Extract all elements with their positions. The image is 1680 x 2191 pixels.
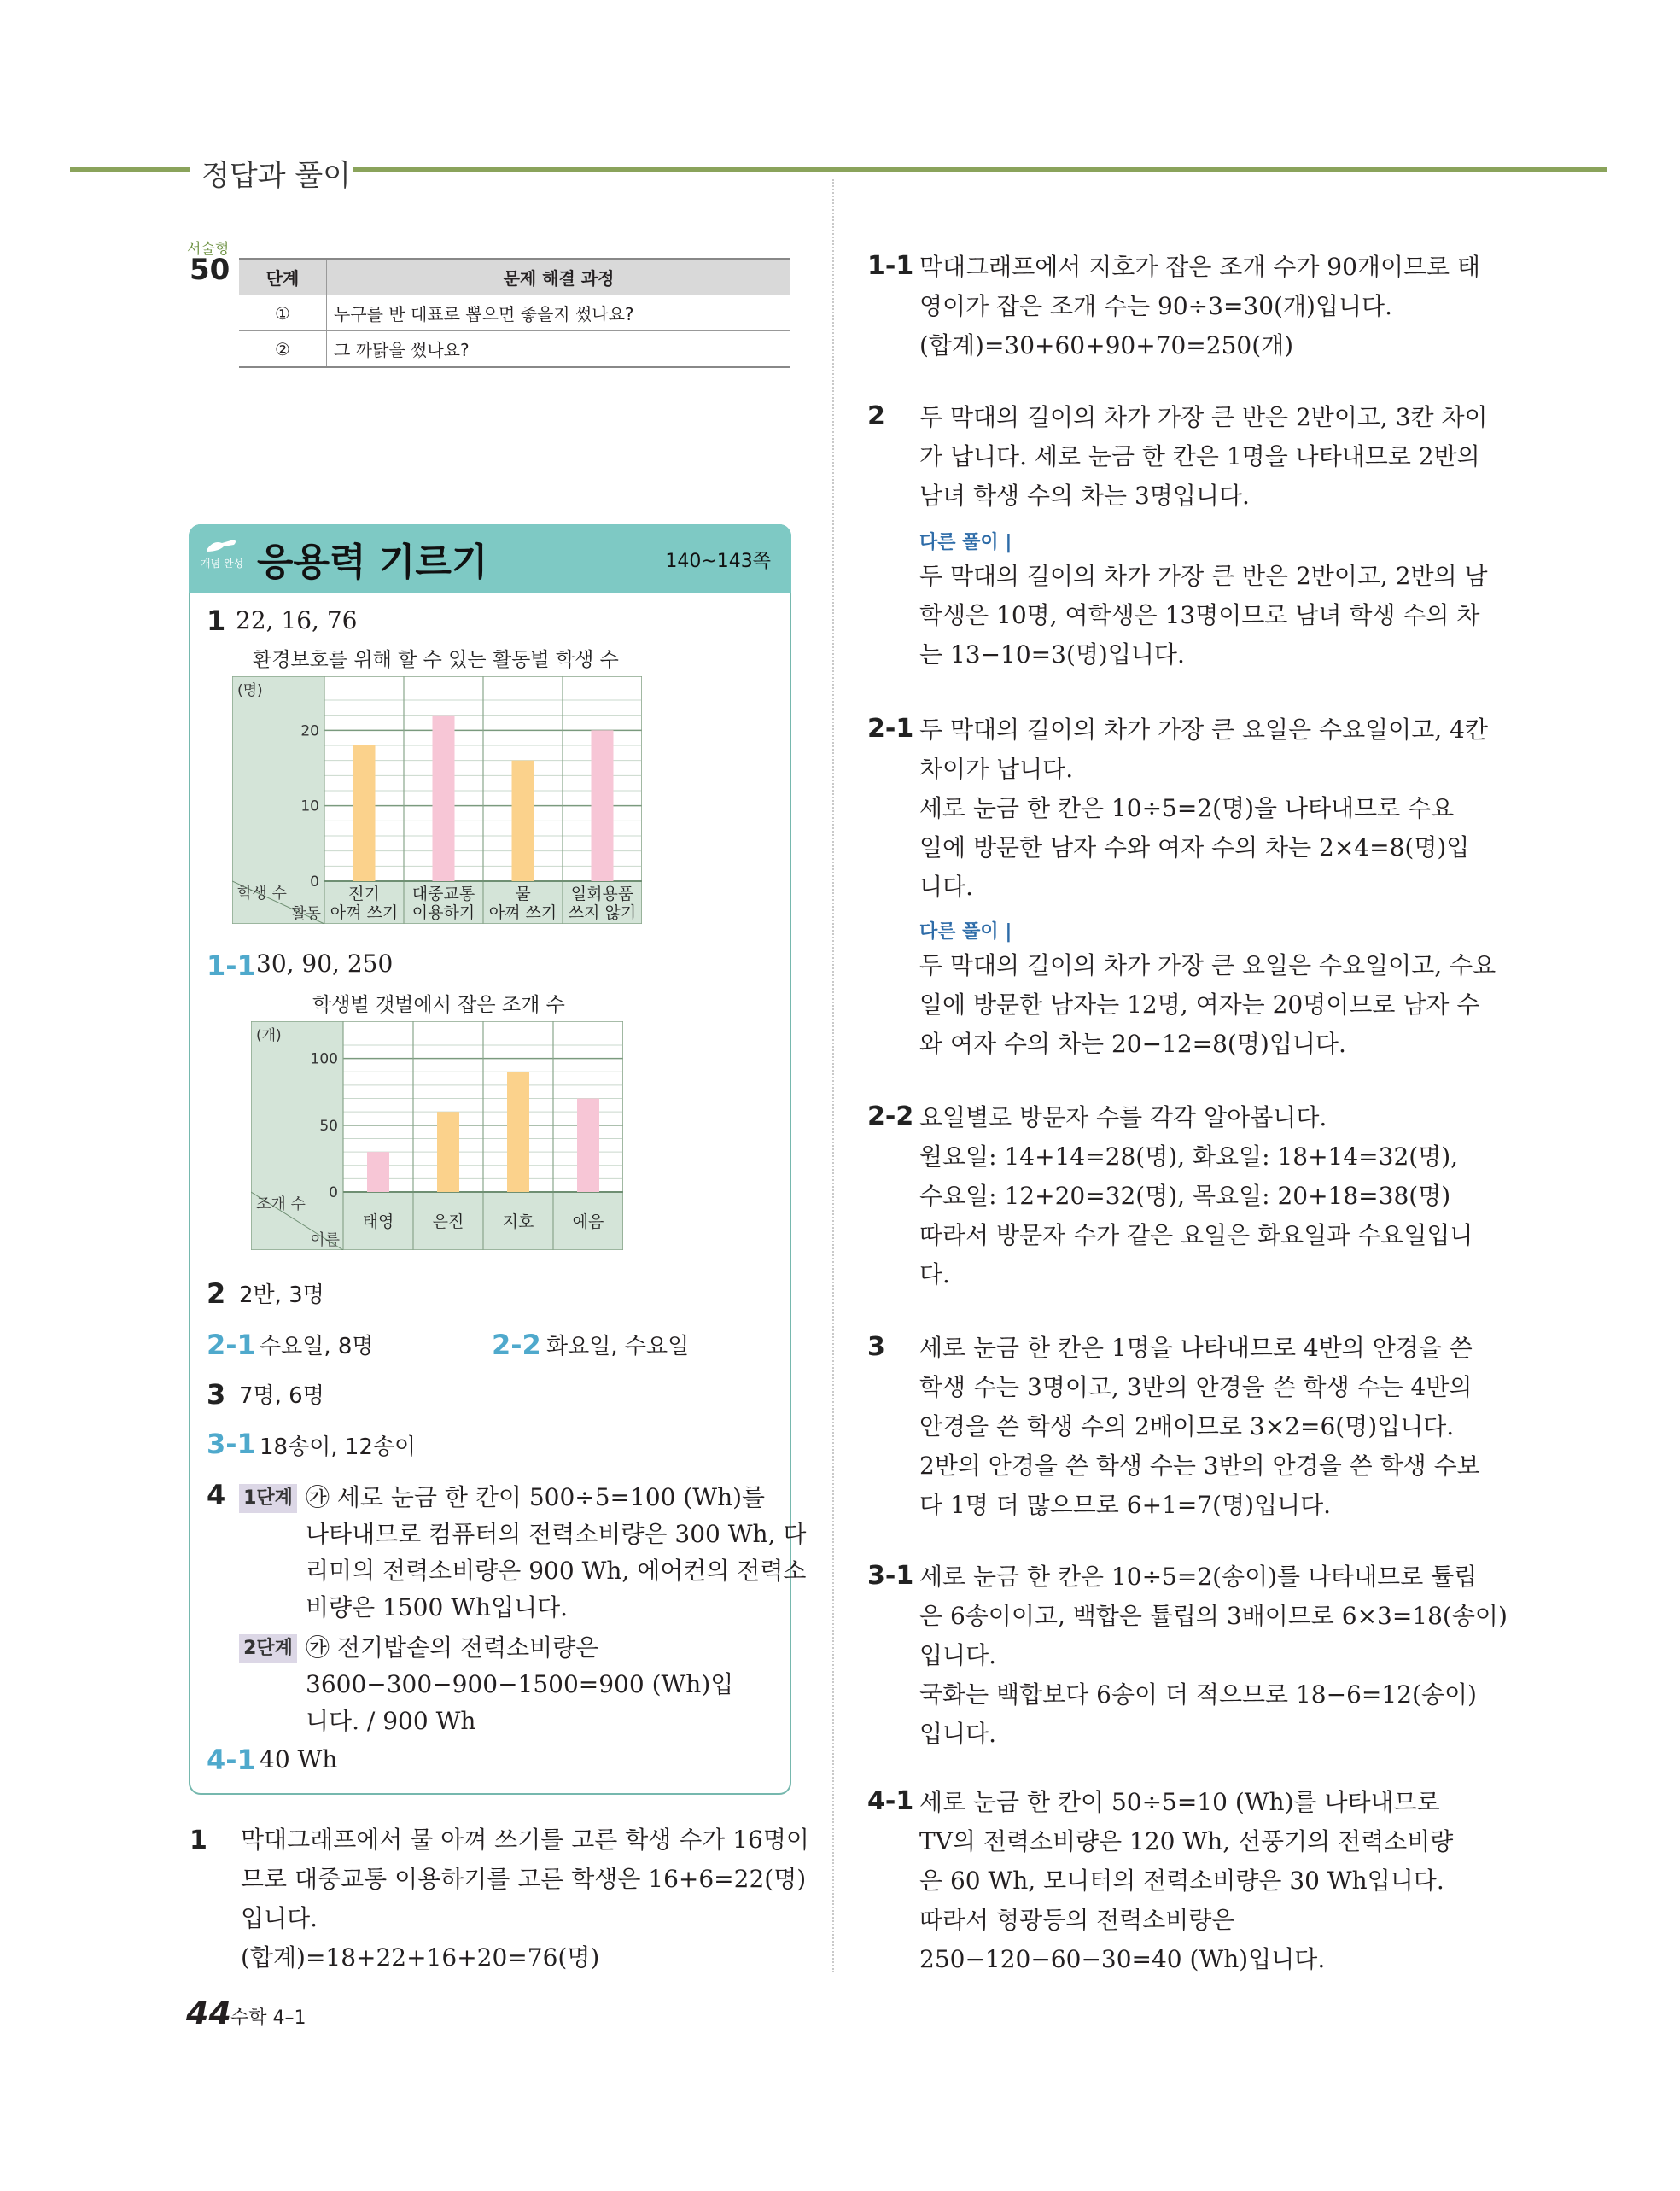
bar xyxy=(353,745,376,881)
explain-line: 학생 수는 3명이고, 3반의 안경을 쓴 학생 수는 4반의 xyxy=(919,1373,1473,1401)
explain-line: 세로 눈금 한 칸이 50÷5=10 (Wh)를 나타내므로 xyxy=(919,1788,1440,1816)
category-label: 쓰지 않기 xyxy=(568,903,637,922)
box-pages: 140~143쪽 xyxy=(665,551,771,572)
explain-number: 1 xyxy=(190,1826,207,1855)
x-axis-label: 활동 xyxy=(291,905,321,923)
subject-label: 수학 4–1 xyxy=(230,2007,306,2029)
explain-line: 250−120−60−30=40 (Wh)입니다. xyxy=(919,1945,1326,1973)
category-label: 아껴 쓰기 xyxy=(488,903,557,922)
category-label: 전기 xyxy=(348,885,380,903)
explain-line: 므로 대중교통 이용하기를 고른 학생은 16+6=22(명) xyxy=(241,1865,807,1893)
table-row xyxy=(239,295,790,331)
step1-line: 나타내므로 컴퓨터의 전력소비량은 300 Wh, 다 xyxy=(306,1520,807,1548)
header-process: 문제 해결 과정 xyxy=(327,259,791,295)
unit-label: (명) xyxy=(237,682,263,699)
step2-line: 3600−300−900−1500=900 (Wh)입 xyxy=(306,1670,734,1698)
y-tick-label: 100 xyxy=(310,1050,338,1068)
concept-badge xyxy=(195,535,248,582)
explain-line: (합계)=30+60+90+70=250(개) xyxy=(919,331,1294,359)
step2-badge: 2단계 xyxy=(239,1634,297,1663)
chart-title: 학생별 갯벌에서 잡은 조개 수 xyxy=(312,994,565,1016)
explain-line: 따라서 형광등의 전력소비량은 xyxy=(919,1906,1235,1934)
category-label: 예음 xyxy=(572,1212,604,1231)
header-step: 단계 xyxy=(239,259,327,295)
explain-number: 3-1 xyxy=(867,1561,914,1591)
step2-line: ㉮ 전기밥솥의 전력소비량은 xyxy=(306,1633,599,1662)
explain-line: 입니다. xyxy=(241,1904,318,1932)
explain-line: 따라서 방문자 수가 같은 요일은 화요일과 수요일입니 xyxy=(919,1221,1473,1249)
explain-line: 2반의 안경을 쓴 학생 수는 3반의 안경을 쓴 학생 수보 xyxy=(919,1452,1480,1480)
category-label: 일회용품 xyxy=(570,885,634,903)
explain-paragraph xyxy=(919,1329,1480,1525)
chart-clams xyxy=(251,1021,623,1250)
explain-paragraph xyxy=(919,398,1488,516)
y-tick-label: 10 xyxy=(300,798,319,815)
explain-line: 가 납니다. 세로 눈금 한 칸은 1명을 나타내므로 2반의 xyxy=(919,442,1480,470)
scoring-table xyxy=(239,258,790,368)
explain-line: 국화는 백합보다 6송이 더 적으므로 18−6=12(송이) xyxy=(919,1680,1477,1709)
header-line-left xyxy=(70,167,190,172)
explain-line: 남녀 학생 수의 차는 3명입니다. xyxy=(919,482,1250,510)
step1-line: 비량은 1500 Wh입니다. xyxy=(306,1593,569,1621)
box-title: 응용력 기르기 xyxy=(257,540,488,584)
explain-line: 은 60 Wh, 모니터의 전력소비량은 30 Wh입니다. xyxy=(919,1867,1444,1895)
process-cell: 그 까닭을 썼나요? xyxy=(327,331,791,368)
category-label: 은진 xyxy=(432,1212,464,1231)
answer-number: 2 xyxy=(207,1277,226,1310)
explain-line: 수요일: 12+20=32(명), 목요일: 20+18=38(명) xyxy=(919,1182,1451,1210)
y-tick-label: 20 xyxy=(300,722,319,740)
answer-text: 22, 16, 76 xyxy=(236,606,358,634)
y-axis-label: 학생 수 xyxy=(237,885,287,903)
answer-text: 화요일, 수요일 xyxy=(546,1334,690,1359)
category-label: 대중교통 xyxy=(411,885,475,903)
explain-number: 3 xyxy=(867,1332,885,1362)
step1-line: 리미의 전력소비량은 900 Wh, 에어컨의 전력소 xyxy=(306,1557,807,1585)
badge-label: 개념 완성 xyxy=(200,558,244,570)
bar xyxy=(433,716,455,881)
explain-line: TV의 전력소비량은 120 Wh, 선풍기의 전력소비량 xyxy=(919,1827,1454,1855)
hand-icon xyxy=(205,535,239,553)
page-title: 정답과 풀이 xyxy=(201,159,352,193)
step2-line: 니다. / 900 Wh xyxy=(306,1707,476,1735)
explain-line: 학생은 10명, 여학생은 13명이므로 남녀 학생 수의 차 xyxy=(919,601,1480,629)
bar xyxy=(592,730,614,881)
bar xyxy=(437,1112,459,1192)
explain-paragraph xyxy=(919,946,1496,1064)
answer-text: 수요일, 8명 xyxy=(260,1334,374,1359)
x-axis-label: 이름 xyxy=(310,1231,340,1249)
question-number-50: 50 xyxy=(190,253,230,287)
answer-number: 1-1 xyxy=(207,949,256,982)
explain-number: 2-2 xyxy=(867,1101,914,1131)
category-label: 태영 xyxy=(362,1212,394,1231)
explain-line: 세로 눈금 한 칸은 10÷5=2(명)을 나타내므로 수요 xyxy=(919,794,1455,822)
bar xyxy=(367,1152,389,1192)
explain-line: 두 막대의 길이의 차가 가장 큰 반은 2반이고, 2반의 남 xyxy=(919,562,1488,590)
bar xyxy=(512,761,534,881)
explain-line: 막대그래프에서 물 아껴 쓰기를 고른 학생 수가 16명이 xyxy=(241,1826,809,1854)
page-number: 44 xyxy=(186,1995,231,2032)
answer-text: 2반, 3명 xyxy=(239,1282,324,1308)
step1-badge: 1단계 xyxy=(239,1484,297,1513)
explain-number: 1-1 xyxy=(867,251,914,281)
answer-text: 40 Wh xyxy=(260,1745,338,1773)
explain-number: 2 xyxy=(867,401,885,431)
explain-line: 안경을 쓴 학생 수의 2배이므로 3×2=6(명)입니다. xyxy=(919,1412,1455,1440)
category-label: 이용하기 xyxy=(411,903,475,922)
y-tick-label: 0 xyxy=(329,1184,338,1201)
explain-paragraph xyxy=(241,1820,809,1978)
step1-text xyxy=(306,1479,807,1626)
alt-solution-label: 다른 풀이 | xyxy=(919,921,1012,943)
column-divider xyxy=(832,179,834,1972)
step1-line: ㉮ 세로 눈금 한 칸이 500÷5=100 (Wh)를 xyxy=(306,1483,766,1511)
explain-line: 세로 눈금 한 칸은 1명을 나타내므로 4반의 안경을 쓴 xyxy=(919,1334,1473,1362)
chart-activities xyxy=(232,676,642,924)
answer-number: 2-1 xyxy=(207,1329,256,1361)
y-tick-label: 0 xyxy=(310,873,319,891)
category-label: 아껴 쓰기 xyxy=(330,903,399,922)
explain-line: 두 막대의 길이의 차가 가장 큰 요일은 수요일이고, 4칸 xyxy=(919,716,1488,744)
step2-text xyxy=(306,1629,784,1739)
explain-line: 월요일: 14+14=28(명), 화요일: 18+14=32(명), xyxy=(919,1142,1459,1171)
table-row xyxy=(239,331,790,368)
explain-paragraph xyxy=(919,710,1488,907)
essay-label: 서술형 xyxy=(187,241,230,258)
explain-line: 영이가 잡은 조개 수는 90÷3=30(개)입니다. xyxy=(919,292,1392,320)
explain-paragraph xyxy=(919,1557,1508,1754)
explain-line: 세로 눈금 한 칸은 10÷5=2(송이)를 나타내므로 튤립 xyxy=(919,1563,1478,1591)
answer-text: 18송이, 12송이 xyxy=(260,1434,417,1460)
answer-number: 2-2 xyxy=(492,1329,541,1361)
explain-paragraph xyxy=(919,248,1481,365)
explain-line: 와 여자 수의 차는 20−12=8(명)입니다. xyxy=(919,1030,1346,1058)
explain-line: 두 막대의 길이의 차가 가장 큰 요일은 수요일이고, 수요 xyxy=(919,951,1496,979)
answer-number: 1 xyxy=(207,605,226,637)
y-tick-label: 50 xyxy=(319,1117,338,1135)
explain-line: 은 6송이이고, 백합은 튤립의 3배이므로 6×3=18(송이) xyxy=(919,1602,1508,1630)
bar xyxy=(507,1072,529,1192)
y-axis-label: 조개 수 xyxy=(256,1195,306,1213)
explain-line: 두 막대의 길이의 차가 가장 큰 반은 2반이고, 3칸 차이 xyxy=(919,403,1488,431)
explain-line: 일에 방문한 남자는 12명, 여자는 20명이므로 남자 수 xyxy=(919,990,1480,1019)
alt-solution-label: 다른 풀이 | xyxy=(919,532,1012,553)
explain-line: 막대그래프에서 지호가 잡은 조개 수가 90개이므로 태 xyxy=(919,253,1481,281)
answer-text: 30, 90, 250 xyxy=(256,949,394,978)
answer-number: 4 xyxy=(207,1479,226,1511)
explain-line: 니다. xyxy=(919,873,973,901)
explain-line: 다. xyxy=(919,1260,950,1288)
step-cell: ① xyxy=(239,295,327,331)
bar xyxy=(577,1099,599,1192)
process-cell: 누구를 반 대표로 뽑으면 좋을지 썼나요? xyxy=(327,295,791,331)
answer-box-header xyxy=(189,524,791,593)
explain-line: 요일별로 방문자 수를 각각 알아봅니다. xyxy=(919,1103,1327,1131)
answer-number: 3-1 xyxy=(207,1428,256,1460)
explain-paragraph xyxy=(919,1783,1471,1979)
explain-number: 4-1 xyxy=(867,1786,914,1816)
step-cell: ② xyxy=(239,331,327,368)
explain-line: 입니다. xyxy=(919,1641,997,1669)
category-label: 지호 xyxy=(502,1212,534,1231)
explain-paragraph xyxy=(919,557,1488,675)
chart-title: 환경보호를 위해 할 수 있는 활동별 학생 수 xyxy=(253,649,619,671)
explain-line: (합계)=18+22+16+20=76(명) xyxy=(241,1943,600,1972)
explain-paragraph xyxy=(919,1098,1471,1294)
answer-number: 3 xyxy=(207,1378,226,1411)
unit-label: (개) xyxy=(256,1027,282,1044)
header-line-right xyxy=(353,167,1607,172)
explain-number: 2-1 xyxy=(867,714,914,744)
explain-line: 다 1명 더 많으므로 6+1=7(명)입니다. xyxy=(919,1491,1332,1519)
answer-number: 4-1 xyxy=(207,1744,256,1776)
answer-text: 7명, 6명 xyxy=(239,1383,324,1409)
explain-line: 는 13−10=3(명)입니다. xyxy=(919,640,1185,669)
explain-line: 입니다. xyxy=(919,1720,997,1748)
explain-line: 차이가 납니다. xyxy=(919,755,1074,783)
explain-line: 일에 방문한 남자 수와 여자 수의 차는 2×4=8(명)입 xyxy=(919,833,1470,862)
category-label: 물 xyxy=(515,885,531,903)
